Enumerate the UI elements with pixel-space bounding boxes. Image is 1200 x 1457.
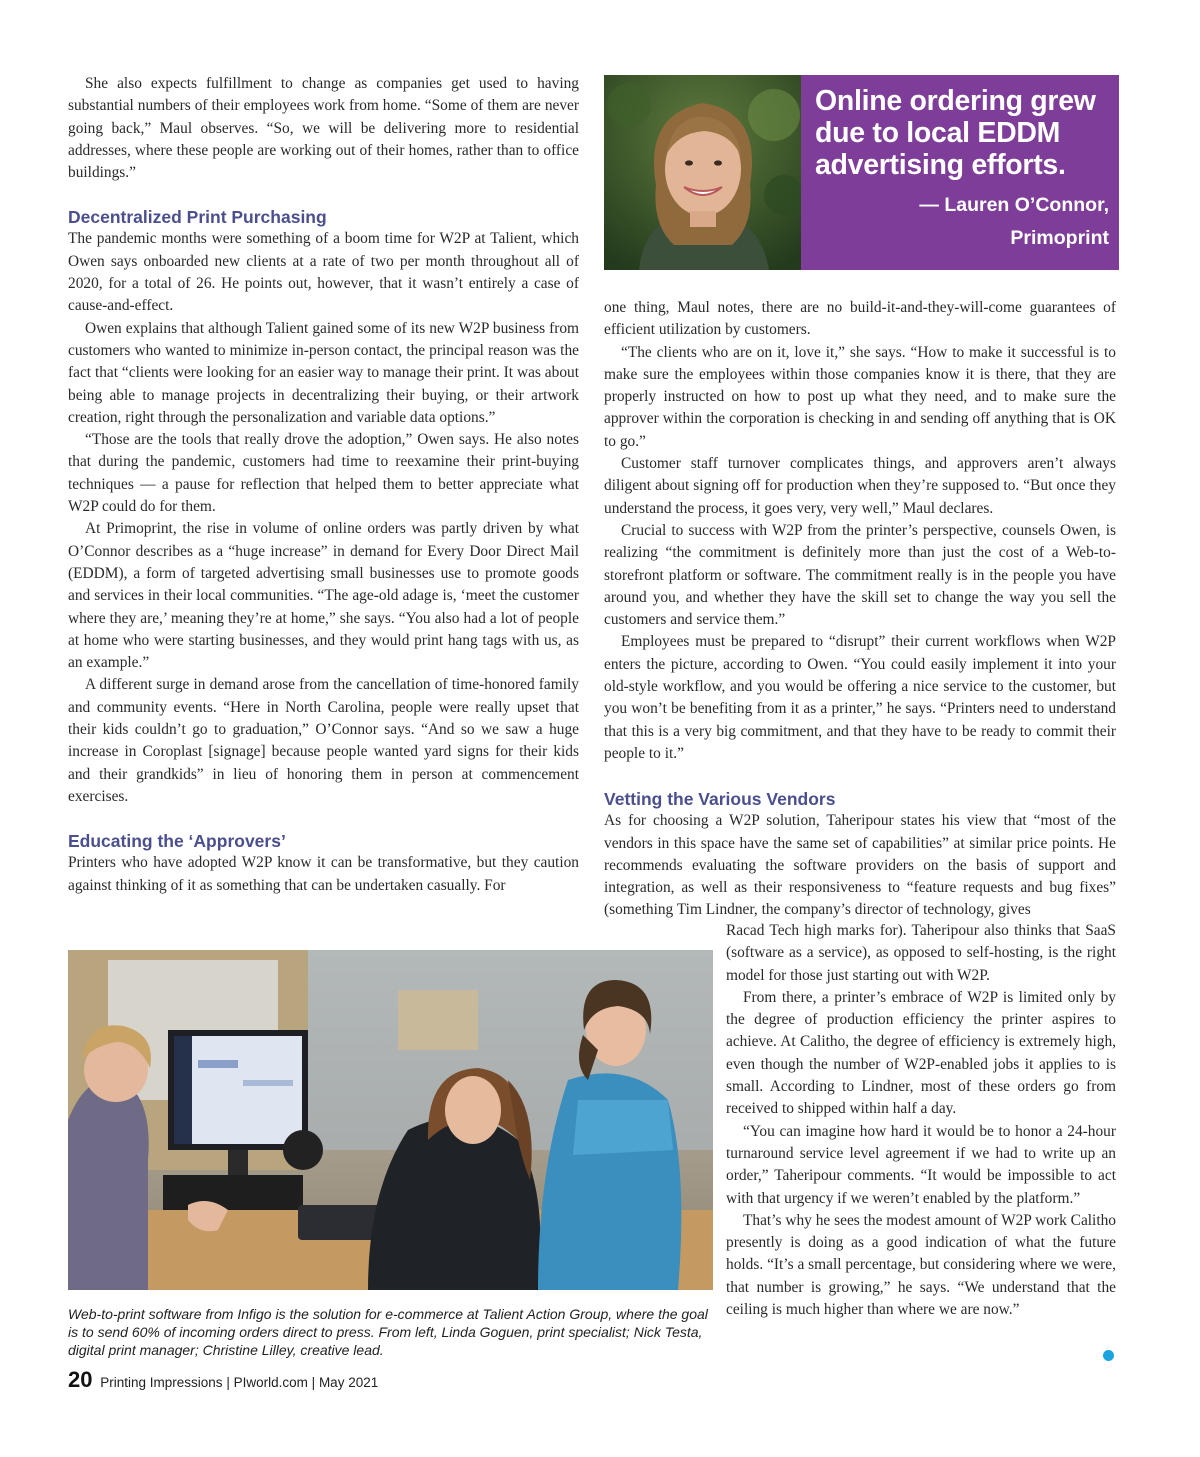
end-of-article-icon — [1103, 1350, 1114, 1361]
paragraph: one thing, Maul notes, there are no build-it-and-they-will-come guarantees of efficient utilization by customers. — [604, 299, 1116, 339]
publication-website: PIworld.com — [233, 1375, 308, 1390]
portrait-photo — [604, 75, 801, 270]
paragraph: “Those are the tools that really drove the adoption,” Owen says. He also notes that during the pandemic, customers had time to reexamine their print-buying techniques — a pause for reflection that helped them to better appreciate what W2P could do for them. — [68, 431, 579, 516]
pull-quote-text: Online ordering grew due to local EDDM advertising efforts. — [815, 85, 1096, 181]
paragraph: As for choosing a W2P solution, Taheripour states his view that “most of the vendors in this space have the same set of capabilities” at similar price points. He recommends evaluating the software providers on the basis of support and integration, as well as their responsiveness to “feature requests and bug fixes” (something Tim Lindner, the company’s director of technology, gives — [604, 812, 1116, 919]
paragraph: That’s why he sees the modest amount of W2P work Calitho presently is doing as a good indication of what the future holds. “It’s a small percentage, but considering where we were, that number is growing,” he says. “We understand that the ceiling is much higher than where we are now.” — [726, 1211, 1116, 1319]
page-number: 20 — [68, 1367, 93, 1392]
publication-name: Printing Impressions — [100, 1375, 223, 1390]
footer-separator: | — [311, 1375, 316, 1390]
pull-quote — [604, 75, 1119, 270]
attribution-name: — Lauren O’Connor, — [919, 194, 1109, 216]
photo-caption: Web-to-print software from Infigo is the solution for e-commerce at Talient Action Group, where the goal is to send 60% of incoming orders direct to press. From left, Linda Goguen, print specialist; Nick Testa, digital print manager; Christine Lilley, creative lead. — [68, 1306, 708, 1358]
paragraph: A different surge in demand arose from the cancellation of time-honored family and community events. “Here in North Carolina, people were really upset that their kids couldn’t go to graduation,” O’Connor says. “And so we saw a huge increase in Coroplast [signage] because people wanted yard signs for their kids and their grandkids” in lieu of honoring them in person at commencement exercises. — [68, 676, 579, 805]
footer-separator: | — [226, 1375, 230, 1390]
paragraph: “You can imagine how hard it would be to honor a 24-hour turnaround service level agreement if we had to write up an order,” Taheripour comments. “It would be impossible to act with that urgency if we weren’t enabled by the platform.” — [726, 1122, 1116, 1207]
paragraph: From there, a printer’s embrace of W2P is limited only by the degree of production efficiency the printer aspires to achieve. At Calitho, the degree of efficiency is extremely high, even though the number of W2P-enabled jobs it applies to is small. According to Lindner, most of these orders go from received to shipped within half a day. — [726, 988, 1116, 1118]
paragraph: The pandemic months were something of a boom time for W2P at Talient, which Owen says onboarded new clients at a rate of two per month throughout all of 2020, for a total of 26. He points out, however, that it wasn’t entirely a case of cause-and-effect. — [68, 230, 579, 315]
article-photo — [68, 950, 713, 1290]
paragraph: Customer staff turnover complicates things, and approvers aren’t always diligent about signing off for production when they’re supposed to. “But once they understand the process, it goes very, very well,” Maul declares. — [604, 455, 1116, 517]
article-column-right — [604, 297, 1116, 922]
paragraph: Crucial to success with W2P from the printer’s perspective, counsels Owen, is realizing “the commitment is definitely more than just the cost of a Web-to-storefront platform or software. The commitment really is in the people you have around you, and whether they have the skill set to change the way you sell the customers and service them.” — [604, 521, 1116, 629]
section-heading-approvers: Educating the ‘Approvers’ — [68, 831, 286, 852]
paragraph: At Primoprint, the rise in volume of online orders was partly driven by what O’Connor describes as a “huge increase” in demand for Every Door Direct Mail (EDDM), a form of targeted advertising small businesses use to promote goods and services in their local communities. “The age-old adage is, ‘meet the customer where they are,’ meaning they’re at home,” she says. “You also had a lot of people at home who were starting businesses, and they would print hang tags with us, as an example.” — [68, 520, 579, 672]
article-column-left — [68, 73, 579, 897]
paragraph: Employees must be prepared to “disrupt” their current workflows when W2P enters the picture, according to Owen. “You could easily implement it into your old-style workflow, and you would be offering a nice service to the customer, but you won’t be benefiting from it as a printer,” he says. “Printers need to understand that this is a very big commitment, and that they have to be ready to commit their people to it.” — [604, 633, 1116, 762]
pull-quote-attribution — [815, 189, 1113, 255]
article-column-right-lower — [726, 920, 1116, 1321]
issue-date: May 2021 — [318, 1375, 379, 1390]
paragraph: Printers who have adopted W2P know it can be transformative, but they caution against thinking of it as something that can be undertaken casually. For — [68, 854, 579, 894]
paragraph: Owen explains that although Talient gained some of its new W2P business from customers who wanted to minimize in-person contact, the principal reason was the fact that “clients were looking for an easier way to manage their print. It was about being able to manage projects in decentralizing their buying, or their artwork creation, right through the personalization and variable data options.” — [68, 319, 579, 426]
attribution-company: Primoprint — [1010, 227, 1109, 249]
page-footer — [68, 1367, 378, 1393]
paragraph: She also expects fulfillment to change as companies get used to having substantial numbers of their employees work from home. “Some of them are never going back,” Maul observes. “So, we will be delivering more to residential addresses, where these people are working out of their homes, rather than to office buildings.” — [68, 75, 579, 182]
section-heading-decentralized: Decentralized Print Purchasing — [68, 207, 327, 228]
section-heading-vendors: Vetting the Various Vendors — [604, 789, 836, 810]
paragraph: Racad Tech high marks for). Taheripour also thinks that SaaS (software as a service), as opposed to self-hosting, is the right model for those just starting out with W2P. — [726, 922, 1116, 984]
paragraph: “The clients who are on it, love it,” she says. “How to make it successful is to make sure the employees within those companies know it is there, that they are properly instructed on how to post up what they need, and to make sure the approver within the corporation is checking in and sending off anything that is OK to go.” — [604, 343, 1116, 450]
